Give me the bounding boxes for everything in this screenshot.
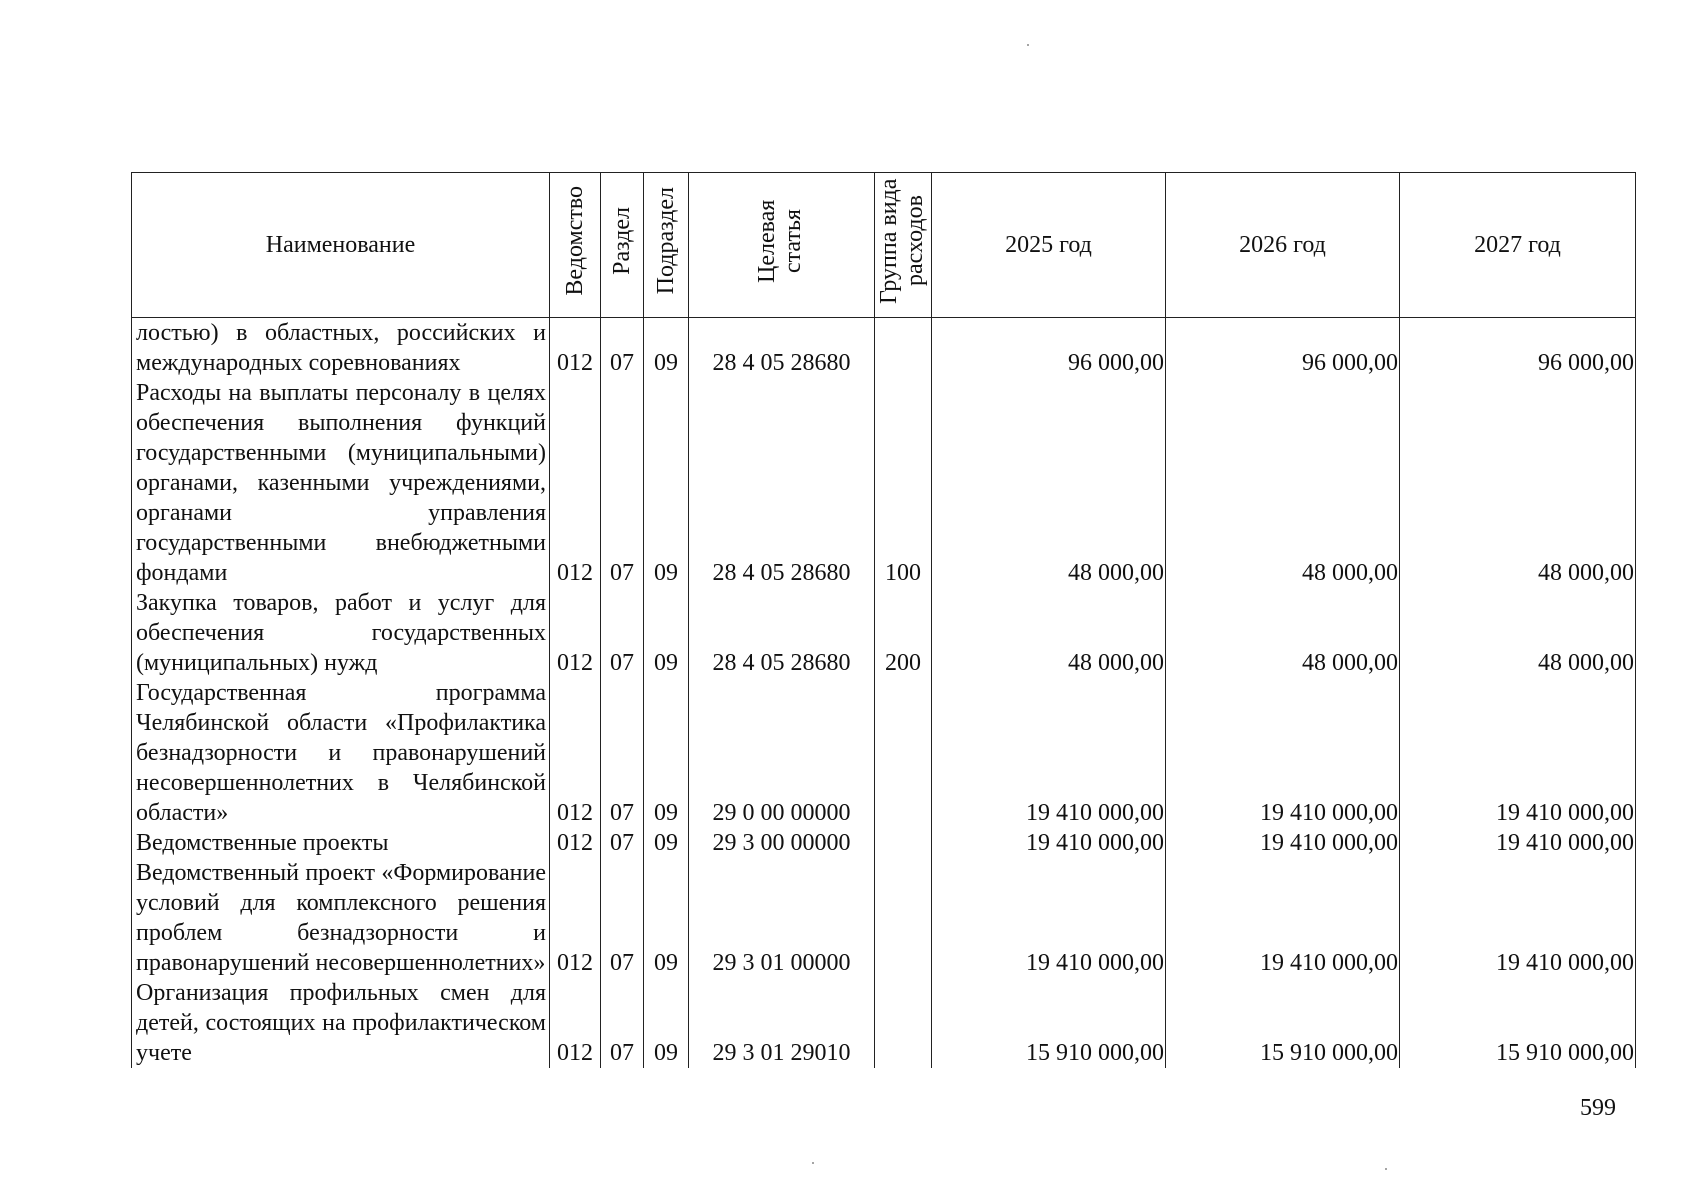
header-target-article: Целевая статья (689, 173, 875, 318)
header-name: Наименование (132, 173, 550, 318)
row-subsection: 09 (644, 318, 689, 379)
row-2027: 96 000,00 (1400, 318, 1636, 379)
row-target: 28 4 05 28680 (689, 378, 875, 588)
row-2027: 48 000,00 (1400, 588, 1636, 678)
row-section: 07 (601, 678, 644, 828)
row-2027: 19 410 000,00 (1400, 828, 1636, 858)
row-2027: 19 410 000,00 (1400, 678, 1636, 828)
row-2025: 19 410 000,00 (932, 828, 1166, 858)
table-body (132, 318, 1636, 1069)
row-name: Государственная программа Челябинской области «Профилактика безнадзорности и правонарушений несовершеннолетних в Челябинской области» (132, 678, 550, 828)
row-section: 07 (601, 858, 644, 978)
row-2026: 19 410 000,00 (1166, 828, 1400, 858)
row-2025: 19 410 000,00 (932, 858, 1166, 978)
row-department: 012 (550, 978, 601, 1068)
page-number: 599 (1580, 1095, 1616, 1121)
row-section: 07 (601, 978, 644, 1068)
row-group: 200 (875, 588, 932, 678)
row-target: 28 4 05 28680 (689, 588, 875, 678)
row-group (875, 858, 932, 978)
row-department: 012 (550, 828, 601, 858)
table-header (132, 173, 1636, 318)
row-subsection: 09 (644, 828, 689, 858)
row-section: 07 (601, 318, 644, 379)
header-year-2027: 2027 год (1400, 173, 1636, 318)
row-department: 012 (550, 378, 601, 588)
table-row (132, 378, 1636, 588)
row-name: Ведомственные проекты (132, 828, 550, 858)
row-2027: 48 000,00 (1400, 378, 1636, 588)
header-year-2025: 2025 год (932, 173, 1166, 318)
row-target: 29 0 00 00000 (689, 678, 875, 828)
budget-table (131, 172, 1636, 1068)
row-section: 07 (601, 588, 644, 678)
table-row (132, 678, 1636, 828)
row-section: 07 (601, 378, 644, 588)
row-department: 012 (550, 678, 601, 828)
row-name: Расходы на выплаты персоналу в целях обеспечения выполнения функций государственными (муниципальными) органами, казенными учреждениями, органами управления государственными внебюджетными фондами (132, 378, 550, 588)
row-target: 29 3 01 00000 (689, 858, 875, 978)
row-2025: 15 910 000,00 (932, 978, 1166, 1068)
scan-speck (812, 1162, 814, 1164)
row-2025: 19 410 000,00 (932, 678, 1166, 828)
row-group (875, 828, 932, 858)
row-name: лостью) в областных, российских и международных соревнованиях (132, 318, 550, 379)
row-2026: 15 910 000,00 (1166, 978, 1400, 1068)
row-2026: 96 000,00 (1166, 318, 1400, 379)
row-name: Ведомственный проект «Формирование условий для комплексного решения проблем безнадзорности и правонарушений несовершеннолетних» (132, 858, 550, 978)
row-name: Организация профильных смен для детей, состоящих на профилактическом учете (132, 978, 550, 1068)
row-target: 28 4 05 28680 (689, 318, 875, 379)
table-row (132, 828, 1636, 858)
row-department: 012 (550, 588, 601, 678)
table-row (132, 858, 1636, 978)
row-2026: 48 000,00 (1166, 588, 1400, 678)
row-department: 012 (550, 858, 601, 978)
header-subsection: Подраздел (644, 173, 689, 318)
row-subsection: 09 (644, 858, 689, 978)
row-2025: 96 000,00 (932, 318, 1166, 379)
scan-speck (1027, 44, 1029, 46)
row-target: 29 3 01 29010 (689, 978, 875, 1068)
row-subsection: 09 (644, 378, 689, 588)
row-target: 29 3 00 00000 (689, 828, 875, 858)
row-subsection: 09 (644, 678, 689, 828)
header-section: Раздел (601, 173, 644, 318)
row-2027: 19 410 000,00 (1400, 858, 1636, 978)
scan-speck (1385, 1168, 1387, 1170)
row-2025: 48 000,00 (932, 588, 1166, 678)
row-section: 07 (601, 828, 644, 858)
row-name: Закупка товаров, работ и услуг для обеспечения государственных (муниципальных) нужд (132, 588, 550, 678)
row-group (875, 978, 932, 1068)
row-group: 100 (875, 378, 932, 588)
table-row (132, 318, 1636, 379)
row-2026: 19 410 000,00 (1166, 678, 1400, 828)
header-department: Ведомство (550, 173, 601, 318)
row-group (875, 678, 932, 828)
table-row (132, 588, 1636, 678)
row-2026: 19 410 000,00 (1166, 858, 1400, 978)
table-row (132, 978, 1636, 1068)
row-group (875, 318, 932, 379)
row-subsection: 09 (644, 978, 689, 1068)
row-2026: 48 000,00 (1166, 378, 1400, 588)
header-expense-group: Группа вида расходов (875, 173, 932, 318)
header-year-2026: 2026 год (1166, 173, 1400, 318)
row-2025: 48 000,00 (932, 378, 1166, 588)
row-department: 012 (550, 318, 601, 379)
row-subsection: 09 (644, 588, 689, 678)
row-2027: 15 910 000,00 (1400, 978, 1636, 1068)
